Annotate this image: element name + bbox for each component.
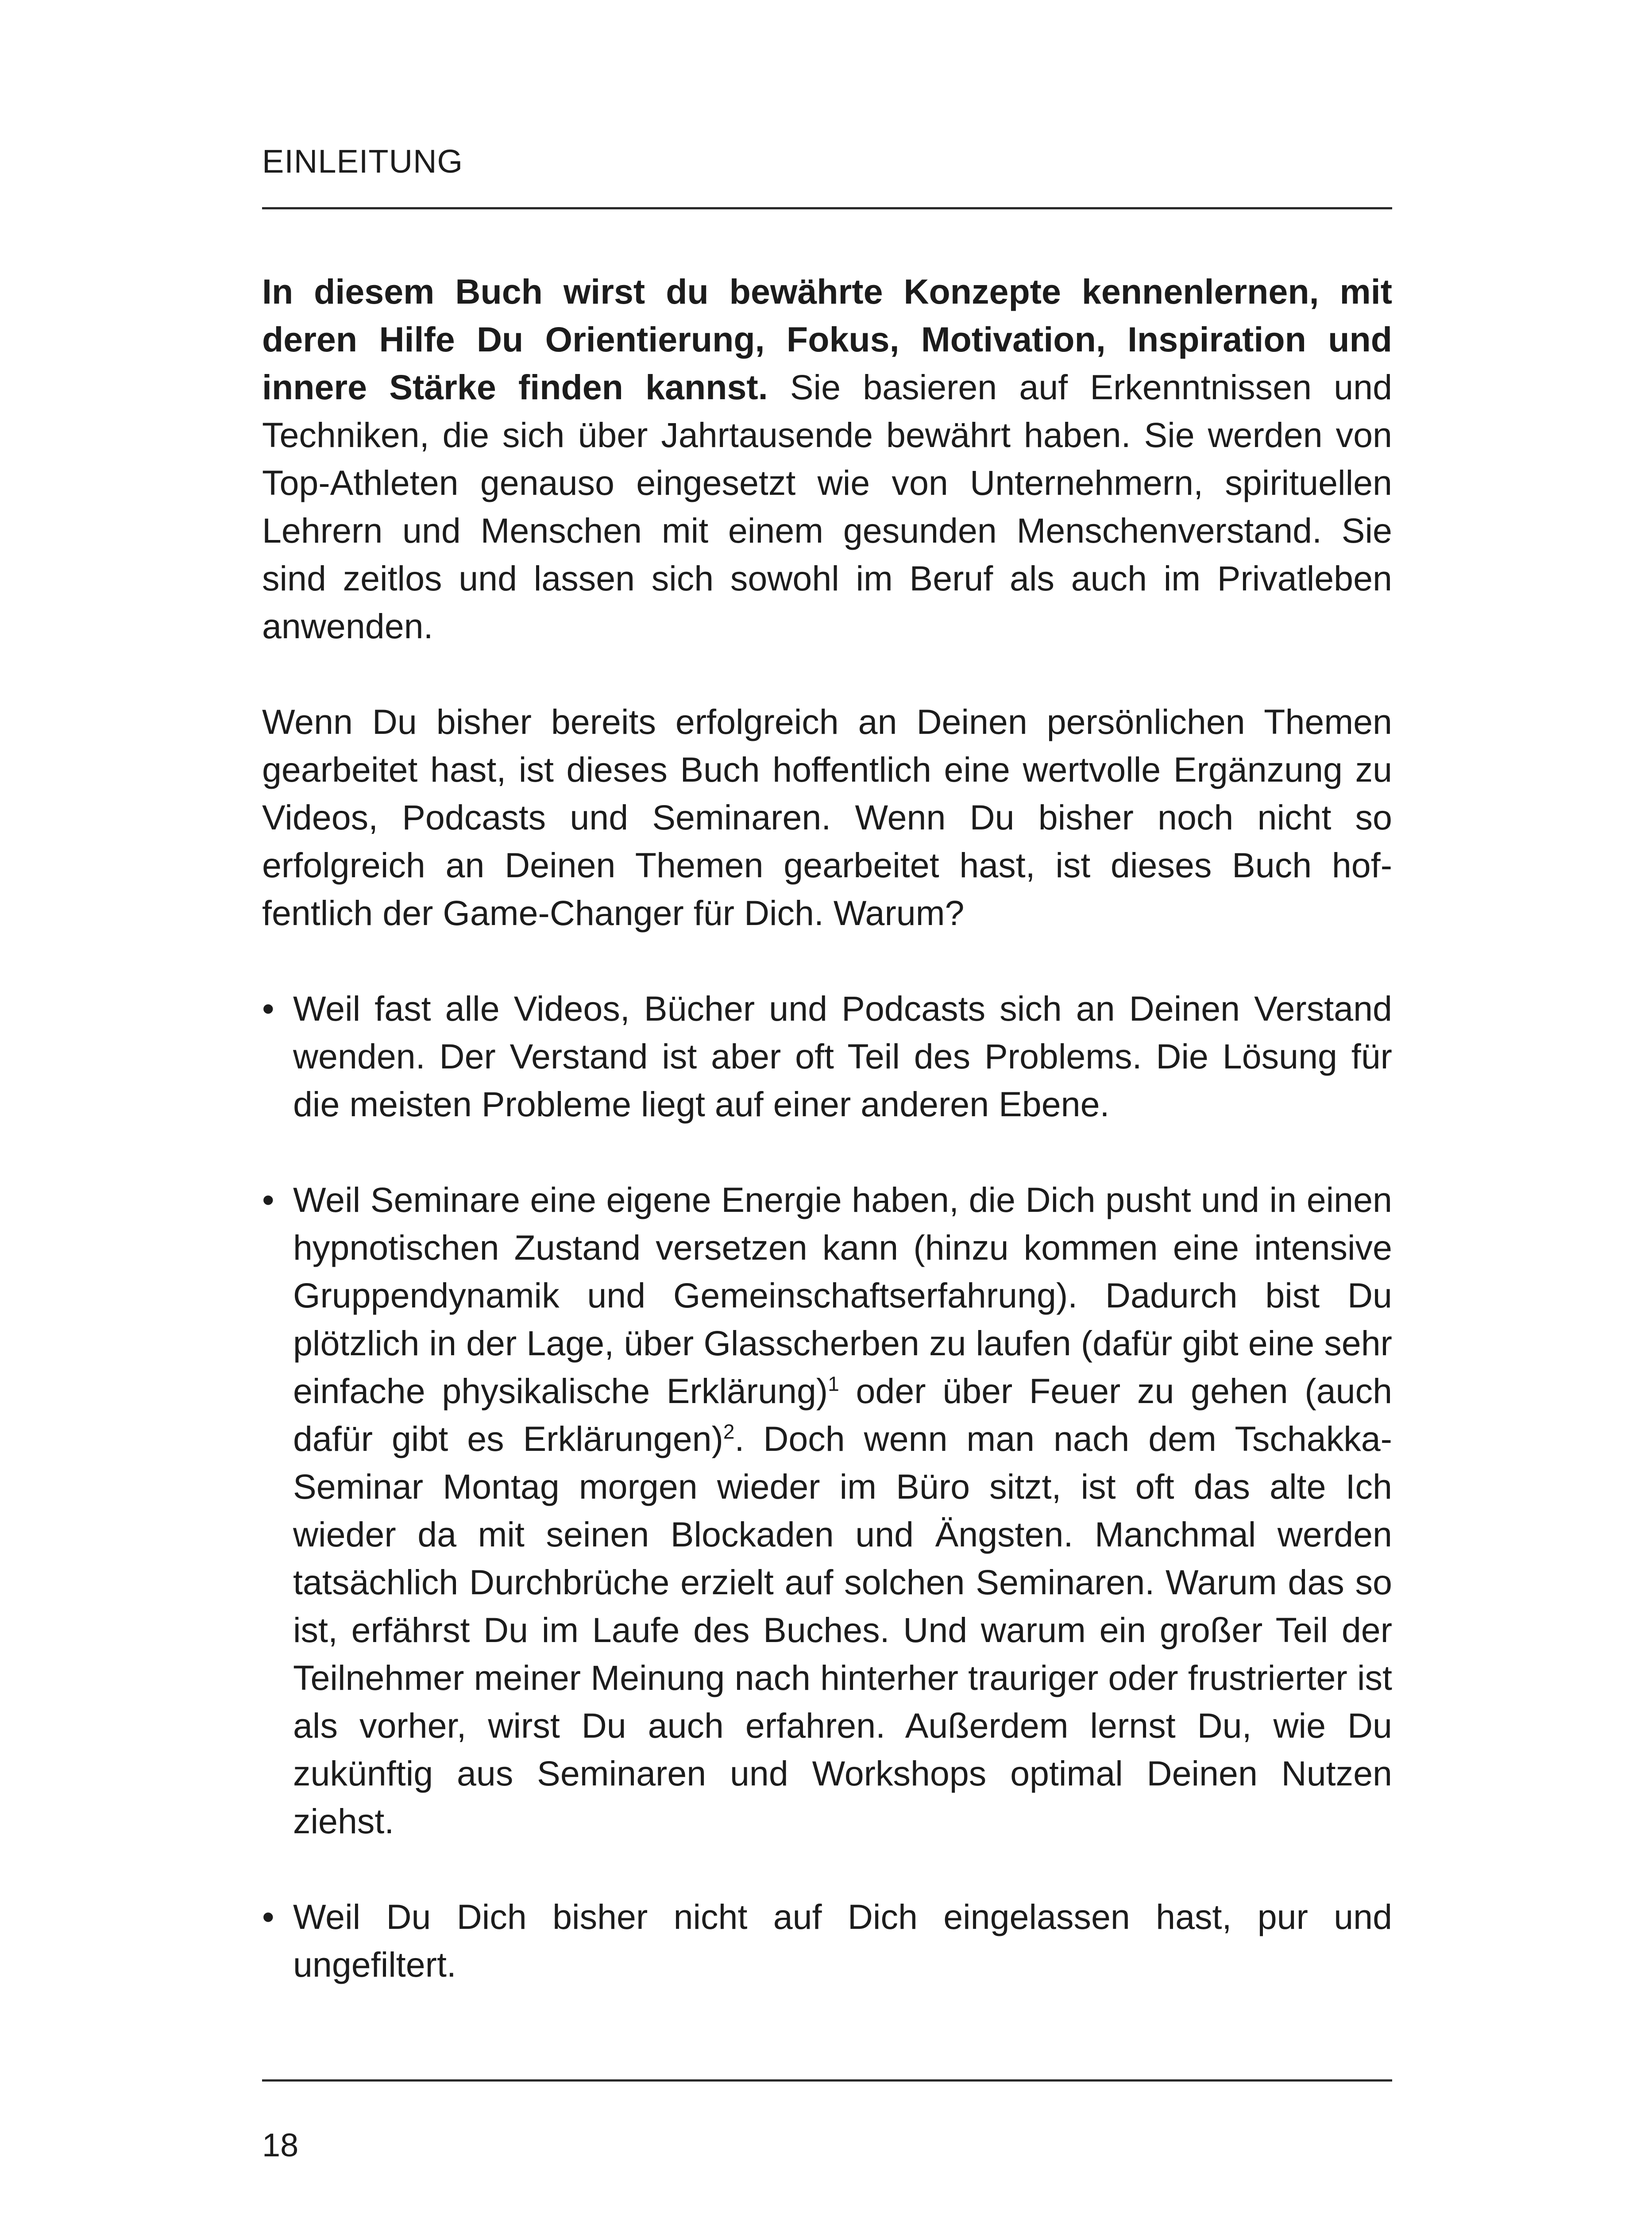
list-item-1 — [262, 985, 1392, 1128]
list-item-3-text: Weil Du Dich bisher nicht auf Dich eingelassen hast, pur und ungefiltert. — [293, 1897, 1392, 1984]
reasons-list — [262, 985, 1392, 1989]
bullet-marker: • — [262, 1897, 274, 1936]
intro-rest: Sie basieren auf Erkenntnissen und Techniken, die sich über Jahrtausende bewährt haben. Sie werden von Top-Athleten genauso eingesetzt wie von Unternehmern, spirituellen Lehrern und Menschen mit einem gesunden Menschenverstand. Sie sind zeitlos und lassen sich sowohl im Beruf als auch im Privatleben anwenden. — [262, 367, 1392, 646]
list-item-2 — [262, 1176, 1392, 1845]
bullet-marker: • — [262, 1180, 274, 1219]
list-item-3 — [262, 1893, 1392, 1989]
intro-bold-lead: In diesem Buch wirst du bewährte Konzepte kennenlernen, mit deren Hilfe Du Orientierung, Fokus, Motivation, Inspiration und innere Stärke finden kannst. — [262, 272, 1392, 407]
intro-paragraph — [262, 268, 1392, 650]
running-header: EINLEITUNG — [262, 143, 463, 180]
second-paragraph: Wenn Du bisher bereits erfolgreich an Deinen persönlichen Themen gearbeitet hast, ist dieses Buch hoffentlich eine wertvolle Ergänzung zu Videos, Podcasts und Seminaren. Wenn Du bisher noch nicht so erfolgreich an Deinen Themen gearbeitet hast, ist dieses Buch hoffentlich der Game-Changer für Dich. Warum? — [262, 702, 1392, 933]
footnote-ref-1: 1 — [828, 1372, 839, 1396]
footer-rule — [262, 2079, 1392, 2082]
page-body — [262, 268, 1392, 2036]
list-item-2-text-c: . Doch wenn man nach dem Tschakka-Seminar Montag morgen wieder im Büro sitzt, ist oft das alte Ich wieder da mit seinen Blockaden und Ängsten. Manchmal werden tatsächlich Durchbrüche erzielt auf solchen Seminaren. Warum das so ist, erfährst Du im Laufe des Buches. Und warum ein großer Teil der Teilnehmer meiner Meinung nach hinterher trauriger oder frustrierter ist als vorher, wirst Du auch erfahren. Außerdem lernst Du, wie Du zukünftig aus Seminaren und Workshops optimal Deinen Nutzen ziehst. — [293, 1419, 1392, 1841]
bullet-marker: • — [262, 989, 274, 1028]
list-item-1-text: Weil fast alle Videos, Bücher und Podcasts sich an Deinen Verstand wenden. Der Verstand ist aber oft Teil des Problems. Die Lösung für die meisten Probleme liegt auf einer anderen Ebene. — [293, 989, 1392, 1124]
list-item-2-text-b: oder über Feuer zu gehen (auch dafür gibt es Erklärungen) — [293, 1371, 1393, 1458]
page-number: 18 — [262, 2127, 299, 2163]
list-item-2-text-a: Weil Seminare eine eigene Energie haben, die Dich pusht und in einen hypnotischen Zustand versetzen kann (hinzu kommen eine intensive Gruppendynamik und Gemeinschaftserfahrung). Dadurch bist Du plötzlich in der Lage, über Glasscherben zu laufen (dafür gibt eine sehr einfache physikalische Erklärung) — [293, 1180, 1392, 1411]
footnote-ref-2: 2 — [723, 1420, 735, 1443]
header-rule — [262, 207, 1392, 209]
